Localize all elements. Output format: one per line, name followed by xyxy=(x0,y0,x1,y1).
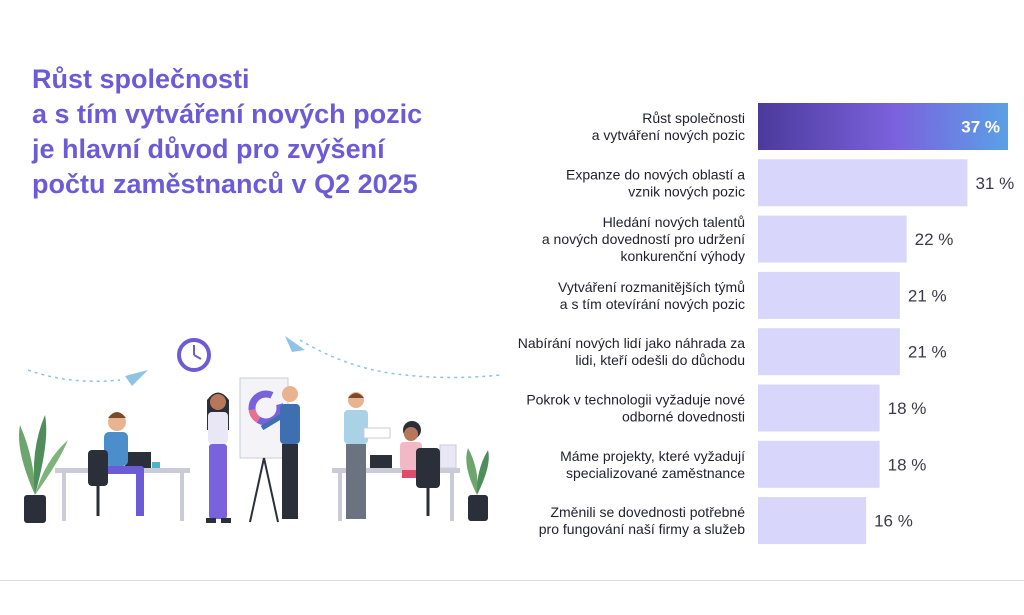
category-label: Hledání nových talentů a nových dovedností pro udržení konkurenční výhody xyxy=(541,214,745,265)
bar xyxy=(758,216,907,263)
bars-group xyxy=(518,103,1014,544)
office-team-illustration xyxy=(0,330,520,580)
paper-plane-icon xyxy=(125,370,148,386)
category-label: Nabírání nových lidí jako náhrada za lidi, kteří odešli do důchodu xyxy=(517,335,745,369)
value-label: 16 % xyxy=(874,511,913,531)
bar xyxy=(758,385,880,432)
person-seated-woman xyxy=(400,421,440,516)
footer-divider xyxy=(0,580,1024,581)
category-label: Změnili se dovednosti potřebné pro fungování naší firmy a služeb xyxy=(538,504,745,538)
headline-line: počtu zaměstnanců v Q2 2025 xyxy=(32,169,418,199)
dashed-path-right xyxy=(300,340,500,378)
category-label: Máme projekty, které vyžadují specializované zaměstnance xyxy=(560,447,745,481)
category-label: Pokrok v technologii vyžaduje nové odborné dovednosti xyxy=(526,391,745,425)
clock-icon xyxy=(179,340,209,370)
value-label: 21 % xyxy=(907,342,947,362)
paper-plane-icon xyxy=(285,336,305,352)
value-label: 21 % xyxy=(907,286,947,306)
category-label: Růst společnosti a vytváření nových pozic xyxy=(591,110,745,143)
value-label: 37 % xyxy=(961,117,1000,137)
bar xyxy=(758,272,900,319)
flipchart xyxy=(240,378,288,522)
bar xyxy=(758,441,880,488)
value-label: 18 % xyxy=(887,399,927,418)
bar xyxy=(758,159,967,206)
dashed-path-left xyxy=(28,370,120,381)
person-standing-woman xyxy=(206,393,231,524)
bar xyxy=(758,497,866,544)
category-label: Vytváření rozmanitějších týmů a s tím otevírání nových pozic xyxy=(558,278,745,312)
headline-line: Růst společnosti xyxy=(32,64,250,94)
plant-icon xyxy=(466,448,489,521)
headline-line: je hlavní důvod pro zvýšení xyxy=(32,134,385,164)
headline-line: a s tím vytváření nových pozic xyxy=(32,99,423,129)
value-label: 22 % xyxy=(914,230,954,250)
value-label: 18 % xyxy=(887,455,927,475)
category-label: Expanze do nových oblastí a vznik nových pozic xyxy=(565,166,745,200)
bar xyxy=(758,328,900,375)
value-label: 31 % xyxy=(975,173,1015,193)
